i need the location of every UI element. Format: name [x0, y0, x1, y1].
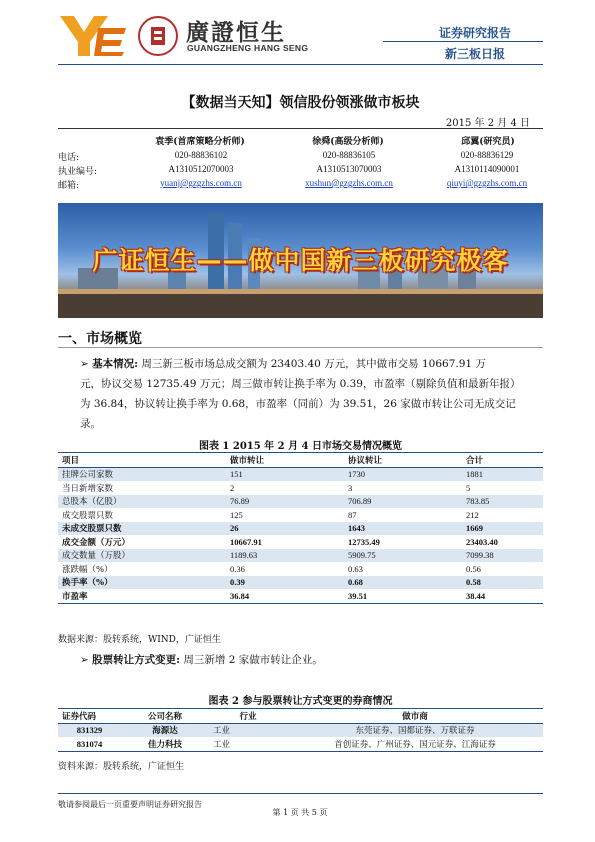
table2-title: 图表 2 参与股票转让方式变更的券商情况 — [208, 696, 393, 707]
table-cell: 成交数量（万股） — [58, 549, 226, 563]
table-cell: 783.85 — [462, 495, 543, 509]
table-cell: 1189.63 — [226, 549, 344, 563]
analyst-3-email-link[interactable]: qiuyi@gzgzhs.com.cn — [446, 178, 528, 188]
banner-slogan: 广证恒生——做中国新三板研究极客 — [92, 246, 509, 275]
table-cell: 10667.91 — [230, 536, 262, 547]
market-maker-change-table — [58, 708, 543, 752]
table1-source: 数据来源：股转系统，WIND，广证恒生 — [58, 635, 221, 645]
table-cell: 1881 — [462, 467, 543, 481]
table-cell: 7099.38 — [462, 549, 543, 563]
table-cell: 市盈率 — [58, 589, 226, 603]
ye-logo-icon — [58, 14, 128, 58]
table-header-cell: 证券代码 — [58, 709, 121, 724]
analyst-2-email-link[interactable]: xushun@gzgzhs.com.cn — [305, 178, 393, 188]
table-row — [58, 535, 543, 549]
table-cell: 5909.75 — [344, 549, 462, 563]
table-cell: 成交金额（万元） — [62, 537, 131, 548]
basic-info-paragraph — [58, 354, 543, 434]
basic-info-line-3: 为 36.84，协议转让换手率为 0.68，市盈率（同前）为 39.51，26 家做市转让公司无成交记 — [80, 398, 516, 410]
table-header-cell: 行业 — [209, 709, 287, 724]
table-row — [58, 549, 543, 563]
report-date: 2015 年 2 月 4 日 — [445, 118, 530, 129]
section-divider — [58, 347, 543, 348]
brand-name-cn: 廣證恒生 — [186, 20, 286, 46]
table-row — [58, 508, 543, 522]
analyst-3-name: 邱翼(研究员) — [461, 137, 515, 147]
table-row — [58, 737, 543, 751]
table-cell: 151 — [226, 467, 344, 481]
table-row — [58, 495, 543, 509]
table-cell: 3 — [348, 482, 353, 493]
table-cell: 76.89 — [226, 495, 344, 509]
table-header-cell: 合计 — [462, 453, 543, 468]
footer-divider — [58, 793, 543, 794]
table-row — [58, 723, 543, 737]
table-cell: 0.68 — [344, 576, 462, 590]
analyst-2-license: A1310513070003 — [316, 164, 382, 174]
table-cell: 东莞证券、国都证券、万联证券 — [287, 723, 543, 737]
table-cell: 挂牌公司家数 — [58, 467, 226, 481]
table-row — [58, 589, 543, 603]
table-row — [58, 467, 543, 481]
analyst-1-license: A1310512070003 — [168, 164, 234, 174]
table-header-row — [58, 709, 543, 724]
table-cell: 125 — [230, 509, 243, 520]
header-rule — [58, 64, 543, 65]
banner-image — [58, 203, 543, 318]
page-title: 【数据当天知】领信股份领涨做市板块 — [181, 95, 420, 111]
analyst-1-name: 袁季(首席策略分析师) — [155, 137, 245, 147]
table-cell: 工业 — [209, 723, 287, 737]
report-series: 新三板日报 — [444, 47, 505, 61]
table-row — [58, 562, 543, 576]
table-cell: 首创证券、广州证券、国元证券、江海证券 — [287, 737, 543, 751]
table-cell: 佳力科技 — [121, 737, 209, 751]
table-cell: 0.39 — [226, 576, 344, 590]
analyst-1-phone: 020-88836102 — [174, 150, 228, 160]
analyst-3-license: A1310114090001 — [454, 164, 520, 174]
table-header-cell: 做市商 — [287, 709, 543, 724]
table2-source: 资料来源：股转系统，广证恒生 — [58, 762, 185, 772]
table-cell: 36.84 — [226, 589, 344, 603]
analyst-2-name: 徐舜(高级分析师) — [312, 137, 384, 147]
table-cell: 706.89 — [344, 495, 462, 509]
table-header-cell: 做市转让 — [226, 453, 344, 468]
transfer-change-paragraph — [58, 650, 543, 670]
header-divider — [383, 41, 543, 42]
table-cell: 1669 — [462, 522, 543, 536]
footer-disclaimer: 敬请参阅最后一页重要声明证券研究报告 — [58, 800, 202, 809]
table-cell: 2 — [230, 482, 235, 493]
basic-info-line-1: 周三新三板市场总成交额为 23403.40 万元，其中做市交易 10667.91 万 — [141, 358, 486, 370]
transfer-change-label: 股票转让方式变更: — [92, 654, 181, 666]
table-cell: 1730 — [344, 467, 462, 481]
email-label: 邮箱: — [58, 181, 80, 191]
analyst-3-phone: 020-88836129 — [460, 150, 514, 160]
page-number: 第 1 页 共 5 页 — [272, 808, 328, 817]
table-cell: 38.44 — [462, 589, 543, 603]
table-row — [58, 481, 543, 495]
bullet-arrow-icon: ➢ — [80, 654, 89, 666]
basic-info-line-4: 录。 — [80, 418, 101, 430]
bullet-arrow-icon: ➢ — [80, 358, 89, 370]
seal-icon — [138, 16, 178, 56]
phone-label: 电话: — [58, 153, 80, 163]
brand-name-en: GUANGZHENG HANG SENG — [187, 43, 309, 53]
table-cell: 海源达 — [121, 723, 209, 737]
table-cell: 39.51 — [344, 589, 462, 603]
table-row — [58, 576, 543, 590]
section-title-market-overview: 一、市场概览 — [58, 331, 142, 347]
analyst-2-phone: 020-88836105 — [322, 150, 376, 160]
table-cell: 26 — [226, 522, 344, 536]
table-cell: 5 — [466, 482, 471, 493]
table-cell: 0.58 — [462, 576, 543, 590]
license-label: 执业编号: — [58, 167, 98, 177]
basic-info-label: 基本情况: — [92, 358, 139, 370]
table-cell: 未成交股票只数 — [58, 522, 226, 536]
table-cell: 0.36 — [230, 563, 245, 574]
table-cell: 212 — [466, 509, 479, 520]
table-cell: 成交股票只数 — [62, 510, 114, 521]
table-cell: 1643 — [344, 522, 462, 536]
table1-title: 图表 1 2015 年 2 月 4 日市场交易情况概览 — [198, 441, 403, 452]
table-cell: 23403.40 — [466, 536, 498, 547]
table-cell: 总股本（亿股） — [58, 495, 226, 509]
table-cell: 87 — [348, 509, 357, 520]
table-cell: 当日新增家数 — [62, 483, 114, 494]
table-cell: 0.63 — [348, 563, 363, 574]
analyst-1-email-link[interactable]: yuanj@gzgzhs.com.cn — [160, 178, 242, 188]
table-cell: 831329 — [58, 723, 121, 737]
table-cell: 12735.49 — [348, 536, 380, 547]
title-divider — [58, 128, 543, 129]
table-cell: 0.56 — [466, 563, 481, 574]
table-header-cell: 公司名称 — [121, 709, 209, 724]
table-cell: 换手率（%） — [58, 576, 226, 590]
market-overview-table — [58, 452, 543, 604]
transfer-change-text: 周三新增 2 家做市转让企业。 — [183, 654, 323, 666]
table-cell: 涨跌幅（%） — [62, 564, 113, 575]
table-cell: 831074 — [58, 737, 121, 751]
table-header-cell: 协议转让 — [344, 453, 462, 468]
basic-info-line-2: 元，协议交易 12735.49 万元；周三做市转让换手率为 0.39，市盈率（剔除负值和最新年报） — [80, 378, 521, 390]
table-cell: 工业 — [209, 737, 287, 751]
report-type: 证券研究报告 — [438, 26, 511, 40]
table-header-cell: 项目 — [58, 453, 226, 468]
table-header-row — [58, 453, 543, 468]
table-row — [58, 522, 543, 536]
